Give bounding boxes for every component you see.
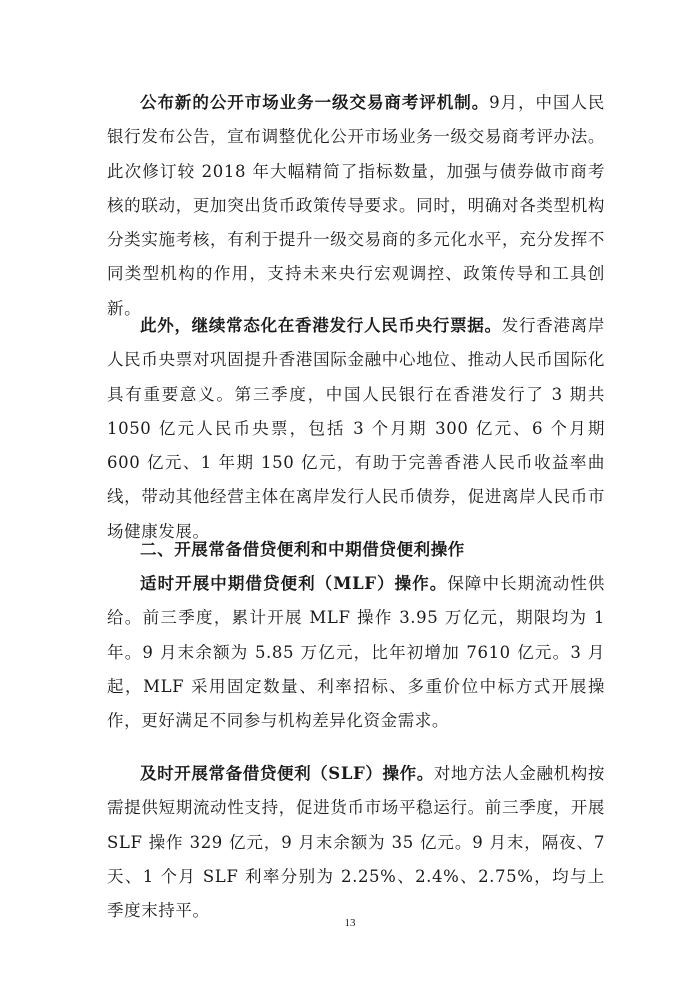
paragraph-body: 保障中长期流动性供给。前三季度，累计开展 MLF 操作 3.95 万亿元，期限均为 1 年。9 月末余额为 5.85 万亿元，比年初增加 7610 亿元。3 月起，MLF 采用固定数量、利率招标、多重价位中标方式开展操作，更好满足不同参与机构差异化资金需求。 bbox=[107, 574, 605, 731]
paragraph-mlf-operations bbox=[107, 567, 605, 738]
paragraph-hongkong-central-bank-bills bbox=[107, 309, 605, 549]
paragraph-lead: 及时开展常备借贷便利（SLF）操作。 bbox=[140, 764, 434, 783]
paragraph-body: 9月，中国人民银行发布公告，宣布调整优化公开市场业务一级交易商考评办法。此次修订较 2018 年大幅精简了指标数量，加强与债券做市商考核的联动，更加突出货币政策传导要求。同时，明确对各类型机构分类实施考核，有利于提升一级交易商的多元化水平，充分发挥不同类型机构的作用，支持未来央行宏观调控、政策传导和工具创新。 bbox=[107, 93, 605, 318]
paragraph-lead: 适时开展中期借贷便利（MLF）操作。 bbox=[140, 574, 448, 593]
paragraph-primary-dealer-evaluation bbox=[107, 86, 605, 326]
paragraph-slf-operations bbox=[107, 757, 605, 928]
paragraph-lead: 此外，继续常态化在香港发行人民币央行票据。 bbox=[140, 316, 502, 335]
paragraph-body: 发行香港离岸人民币央票对巩固提升香港国际金融中心地位、推动人民币国际化具有重要意义。第三季度，中国人民银行在香港发行了 3 期共 1050 亿元人民币央票，包括 3 个月期 300 亿元、6 个月期 600 亿元、1 年期 150 亿元，有助于完善香港人民币收益率曲线，带动其他经营主体在离岸发行人民币债券，促进离岸人民币市场健康发展。 bbox=[107, 316, 605, 541]
page-number: 13 bbox=[344, 917, 356, 929]
paragraph-body: 对地方法人金融机构按需提供短期流动性支持，促进货币市场平稳运行。前三季度，开展 SLF 操作 329 亿元，9 月末余额为 35 亿元。9 月末，隔夜、7 天、1 个月 SLF 利率分别为 2.25%、2.4%、2.75%，均与上季度末持平。 bbox=[107, 764, 605, 921]
paragraph-lead: 公布新的公开市场业务一级交易商考评机制。 bbox=[140, 93, 490, 112]
section-heading: 二、开展常备借贷便利和中期借贷便利操作 bbox=[140, 540, 465, 559]
